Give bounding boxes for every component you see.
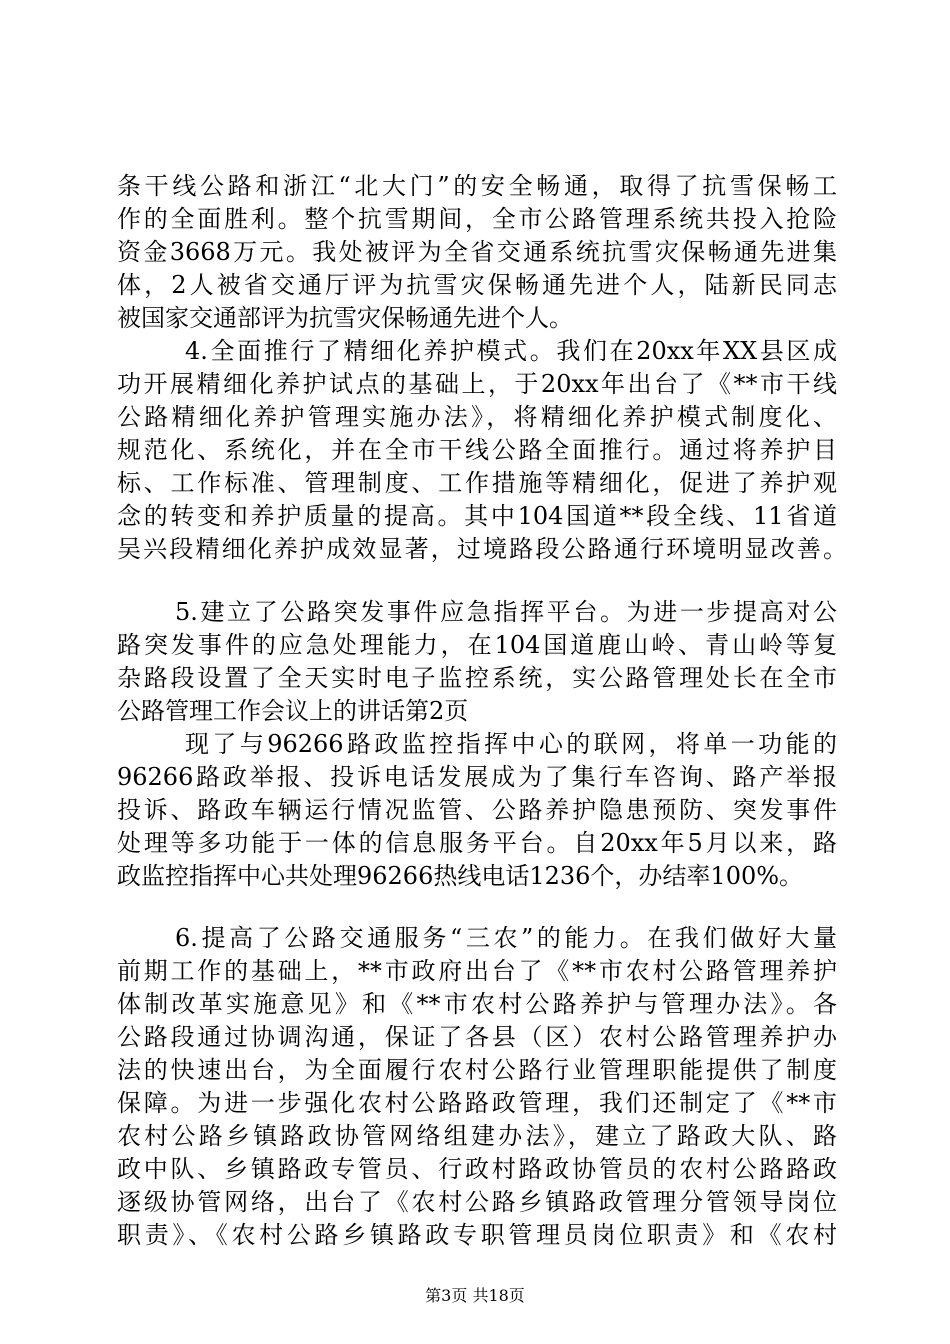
paragraph-4-start: 4.全面推行了精细化养护模式。我们在20xx年XX县区成 bbox=[185, 337, 837, 365]
text-line: 路突发事件的应急处理能力，在104国道鹿山岭、青山岭等复 bbox=[117, 631, 837, 659]
text-line: 公路管理工作会议上的讲话第2页 bbox=[117, 697, 469, 725]
page-footer: 第3页 共18页 bbox=[425, 1286, 525, 1305]
text-line: 体，2人被省交通厅评为抗雪灾保畅通先进个人，陆新民同志 bbox=[117, 271, 837, 299]
text-line: 念的转变和养护质量的提高。其中104国道**段全线、11省道 bbox=[117, 502, 837, 530]
text-line: 公路精细化养护管理实施办法》，将精细化养护模式制度化、 bbox=[117, 403, 837, 431]
text-line: 处理等多功能于一体的信息服务平台。自20xx年5月以来，路 bbox=[117, 829, 837, 857]
text-line: 投诉、路政车辆运行情况监管、公路养护隐患预防、突发事件 bbox=[117, 796, 837, 824]
text-line: 功开展精细化养护试点的基础上，于20xx年出台了《**市干线 bbox=[117, 370, 837, 398]
text-line: 作的全面胜利。整个抗雪期间，全市公路管理系统共投入抢险 bbox=[117, 205, 837, 233]
text-line: 杂路段设置了全天实时电子监控系统，实公路管理处长在全市 bbox=[117, 664, 837, 692]
paragraph-6-start: 6.提高了公路交通服务“三农”的能力。在我们做好大量 bbox=[175, 924, 837, 952]
text-line: 政中队、乡镇路政专管员、行政村路政协管员的农村公路路政 bbox=[117, 1155, 837, 1183]
text-line: 规范化、系统化，并在全市干线公路全面推行。通过将养护目 bbox=[117, 436, 837, 464]
text-line: 逐级协管网络，出台了《农村公路乡镇路政管理分管领导岗位 bbox=[117, 1188, 837, 1216]
text-line: 法的快速出台，为全面履行农村公路行业管理职能提供了制度 bbox=[117, 1056, 837, 1084]
text-line: 96266路政举报、投诉电话发展成为了集行车咨询、路产举报 bbox=[117, 763, 837, 791]
text-line: 资金3668万元。我处被评为全省交通系统抗雪灾保畅通先进集 bbox=[117, 238, 837, 266]
text-line: 职责》、《农村公路乡镇路政专职管理员岗位职责》和《农村 bbox=[117, 1221, 837, 1249]
text-line: 农村公路乡镇路政协管网络组建办法》，建立了路政大队、路 bbox=[117, 1122, 837, 1150]
text-line: 政监控指挥中心共处理96266热线电话1236个，办结率100%。 bbox=[117, 862, 804, 890]
text-line: 前期工作的基础上，**市政府出台了《**市农村公路管理养护 bbox=[117, 957, 837, 985]
text-line: 标、工作标准、管理制度、工作措施等精细化，促进了养护观 bbox=[117, 469, 837, 497]
paragraph-continuation: 现了与96266路政监控指挥中心的联网，将单一功能的 bbox=[185, 730, 837, 758]
text-line: 体制改革实施意见》和《**市农村公路养护与管理办法》。各 bbox=[117, 990, 837, 1018]
text-line: 吴兴段精细化养护成效显著，过境路段公路通行环境明显改善。 bbox=[117, 535, 847, 563]
text-line: 公路段通过协调沟通，保证了各县（区）农村公路管理养护办 bbox=[117, 1023, 837, 1051]
text-line: 保障。为进一步强化农村公路路政管理，我们还制定了《**市 bbox=[117, 1089, 837, 1117]
paragraph-5-start: 5.建立了公路突发事件应急指挥平台。为进一步提高对公 bbox=[175, 598, 837, 626]
text-line: 被国家交通部评为抗雪灾保畅通先进个人。 bbox=[117, 304, 573, 332]
text-line: 条干线公路和浙江“北大门”的安全畅通，取得了抗雪保畅工 bbox=[117, 172, 837, 200]
